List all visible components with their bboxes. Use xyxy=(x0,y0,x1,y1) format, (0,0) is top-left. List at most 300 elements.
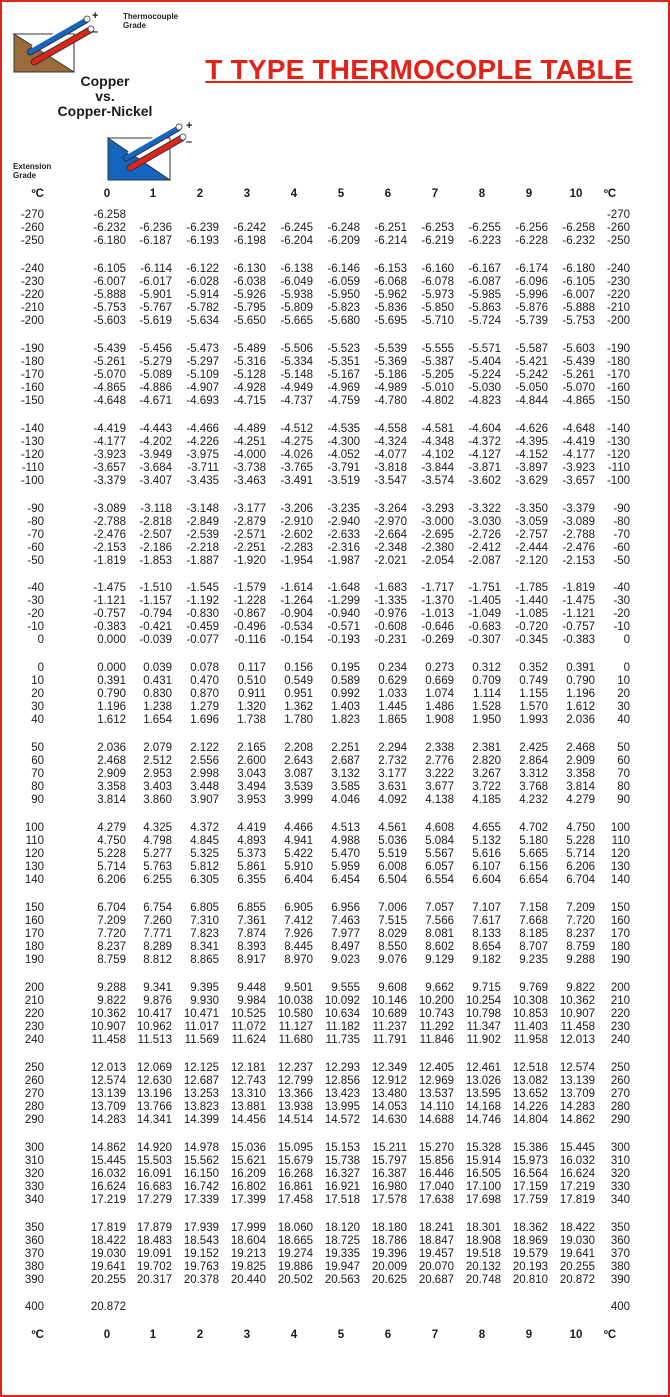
row-temperature: 30 xyxy=(31,701,44,714)
emf-value: 11.458 xyxy=(91,1033,126,1046)
emf-value: 9.769 xyxy=(519,981,548,994)
emf-value: 0.431 xyxy=(143,675,172,688)
emf-value: -5.809 xyxy=(280,301,313,314)
emf-value: -3.657 xyxy=(93,461,126,474)
alloy-copper: Copper xyxy=(80,73,130,89)
emf-value: 9.930 xyxy=(190,994,219,1007)
row-temperature: 230 xyxy=(610,1020,630,1033)
row-temperature: -130 xyxy=(606,435,630,448)
table-row xyxy=(2,701,668,714)
emf-value: -1.819 xyxy=(562,582,595,595)
emf-value: -1.579 xyxy=(233,582,266,595)
emf-value: 1.074 xyxy=(425,688,454,701)
emf-value: -4.780 xyxy=(374,394,407,407)
emf-value: 16.032 xyxy=(559,1154,595,1167)
emf-value: -3.491 xyxy=(280,474,313,487)
emf-value: 10.853 xyxy=(512,1007,548,1020)
emf-value: 1.950 xyxy=(472,714,501,727)
emf-value: -4.604 xyxy=(468,422,501,435)
emf-value: 13.139 xyxy=(90,1087,126,1100)
emf-value: -4.000 xyxy=(233,448,266,461)
emf-value: 15.270 xyxy=(418,1141,454,1154)
emf-value: -0.683 xyxy=(468,621,501,634)
page-title: T TYPE THERMOCOPLE TABLE xyxy=(205,54,633,85)
emf-value: 11.958 xyxy=(513,1033,548,1046)
emf-value: -3.435 xyxy=(186,474,219,487)
emf-value: 13.823 xyxy=(183,1100,219,1113)
emf-value: 8.341 xyxy=(190,941,219,954)
emf-value: 20.440 xyxy=(230,1273,266,1286)
emf-value: 2.864 xyxy=(519,755,548,768)
emf-value: -3.206 xyxy=(280,502,313,515)
emf-value: 6.956 xyxy=(331,902,360,915)
emf-value: 13.595 xyxy=(465,1087,501,1100)
emf-value: -1.085 xyxy=(515,608,548,621)
emf-value: -5.739 xyxy=(515,314,548,327)
row-temperature: 360 xyxy=(610,1234,630,1247)
emf-value: 0.000 xyxy=(97,634,126,647)
emf-value: -2.476 xyxy=(562,541,595,554)
row-temperature: 110 xyxy=(611,835,630,848)
emf-value: 3.953 xyxy=(237,794,266,807)
emf-value: 2.600 xyxy=(237,755,266,768)
emf-value: 10.200 xyxy=(418,994,454,1007)
table-row xyxy=(2,982,668,995)
emf-value: 12.069 xyxy=(136,1061,172,1074)
emf-value: -5.985 xyxy=(468,288,501,301)
extension-plus-sign: + xyxy=(186,120,193,132)
emf-value: 14.746 xyxy=(465,1113,501,1126)
emf-value: 8.029 xyxy=(378,928,407,941)
emf-value: 19.396 xyxy=(371,1247,407,1260)
emf-value: -0.345 xyxy=(515,634,548,647)
thermocouple-wire-icon xyxy=(12,12,122,74)
emf-value: -0.077 xyxy=(186,634,219,647)
emf-value: 18.604 xyxy=(230,1234,266,1247)
row-temperature: 90 xyxy=(31,794,44,807)
table-row xyxy=(2,822,668,835)
row-temperature: -70 xyxy=(613,528,630,541)
emf-value: -0.534 xyxy=(280,621,313,634)
row-temperature: 400 xyxy=(610,1301,630,1314)
table-row xyxy=(2,835,668,848)
emf-value: -4.512 xyxy=(280,422,313,435)
emf-value: -5.316 xyxy=(233,355,266,368)
emf-value: -5.473 xyxy=(186,342,219,355)
emf-value: 16.446 xyxy=(418,1167,454,1180)
emf-value: 19.825 xyxy=(230,1260,266,1273)
emf-value: 4.941 xyxy=(284,835,313,848)
emf-value: 20.378 xyxy=(183,1273,219,1286)
emf-value: 20.255 xyxy=(559,1260,595,1273)
emf-value: 13.423 xyxy=(324,1087,360,1100)
emf-value: -0.383 xyxy=(93,621,126,634)
row-temperature: 80 xyxy=(617,781,630,794)
row-temperature: -100 xyxy=(606,474,630,487)
emf-value: -5.603 xyxy=(93,314,126,327)
emf-value: 16.268 xyxy=(277,1167,313,1180)
emf-value: -4.648 xyxy=(562,422,595,435)
emf-value: -2.788 xyxy=(93,515,126,528)
emf-value: -3.602 xyxy=(468,474,501,487)
emf-value: -5.634 xyxy=(186,314,219,327)
emf-value: 8.237 xyxy=(97,941,126,954)
header-area xyxy=(2,2,670,192)
emf-value: 1.033 xyxy=(378,688,407,701)
emf-value: -6.214 xyxy=(374,235,407,247)
emf-value: 18.725 xyxy=(324,1234,360,1247)
emf-value: 8.654 xyxy=(472,941,501,954)
emf-value: -5.089 xyxy=(139,368,172,381)
row-temperature: -10 xyxy=(27,621,44,634)
table-group xyxy=(2,902,668,967)
emf-value: 14.226 xyxy=(512,1100,548,1113)
emf-value: -2.788 xyxy=(562,528,595,541)
emf-value: 17.399 xyxy=(230,1193,266,1206)
emf-value: 5.665 xyxy=(519,848,548,861)
emf-value: 4.608 xyxy=(425,822,454,835)
emf-value: 4.419 xyxy=(237,822,266,835)
emf-value: 1.445 xyxy=(378,701,407,714)
row-temperature: 380 xyxy=(610,1260,630,1273)
emf-value: 10.634 xyxy=(324,1007,360,1020)
table-row xyxy=(2,755,668,768)
table-row xyxy=(2,848,668,861)
row-temperature: -90 xyxy=(27,502,44,515)
emf-value: 1.403 xyxy=(331,701,360,714)
emf-value: -3.350 xyxy=(515,502,548,515)
emf-value: 1.654 xyxy=(143,714,172,727)
table-row xyxy=(2,1114,668,1127)
thermocouple-plus-sign: + xyxy=(92,10,99,22)
emf-value: 10.362 xyxy=(90,1007,126,1020)
emf-value: -3.629 xyxy=(515,474,548,487)
emf-value: 13.480 xyxy=(371,1087,407,1100)
row-temperature: 90 xyxy=(617,794,630,807)
column-header: 0 xyxy=(103,1329,111,1342)
emf-value: -1.192 xyxy=(186,595,219,608)
emf-value: 20.502 xyxy=(277,1273,313,1286)
emf-value: -0.646 xyxy=(421,621,454,634)
emf-value: 7.617 xyxy=(472,915,501,928)
emf-value: 17.159 xyxy=(512,1180,548,1193)
emf-value: 19.274 xyxy=(277,1247,313,1260)
emf-value: 8.237 xyxy=(566,928,595,941)
emf-value: 6.255 xyxy=(143,874,172,887)
row-temperature: -40 xyxy=(613,582,630,595)
emf-value: 18.786 xyxy=(371,1234,407,1247)
emf-value: 5.228 xyxy=(566,835,595,848)
row-temperature: 240 xyxy=(610,1033,630,1046)
row-temperature: -140 xyxy=(606,422,630,435)
column-header: 4 xyxy=(290,188,298,200)
emf-value: -0.496 xyxy=(233,621,266,634)
emf-value: -6.146 xyxy=(327,262,360,275)
emf-value: -2.695 xyxy=(421,528,454,541)
emf-value: -5.680 xyxy=(327,314,360,327)
emf-value: 19.947 xyxy=(324,1260,360,1273)
emf-value: 8.812 xyxy=(143,954,172,967)
emf-value: -6.160 xyxy=(421,262,454,275)
row-temperature: 170 xyxy=(610,928,630,941)
emf-value: -4.419 xyxy=(93,422,126,435)
table-row xyxy=(2,582,668,595)
emf-value: 7.771 xyxy=(143,928,172,941)
emf-value: -3.379 xyxy=(93,474,126,487)
emf-value: -6.114 xyxy=(140,262,172,275)
emf-value: 10.092 xyxy=(324,994,360,1007)
emf-value: 3.860 xyxy=(143,794,172,807)
emf-value: -6.232 xyxy=(93,222,126,234)
emf-value: -2.348 xyxy=(374,541,407,554)
emf-value: -1.785 xyxy=(515,582,548,595)
table-row xyxy=(2,395,668,408)
emf-value: 3.043 xyxy=(237,768,266,781)
emf-value: 12.687 xyxy=(183,1074,219,1087)
emf-value: 13.881 xyxy=(230,1100,266,1113)
emf-value: -4.177 xyxy=(93,435,126,448)
emf-value: 14.804 xyxy=(512,1113,548,1126)
emf-value: 7.874 xyxy=(237,928,266,941)
emf-value: 16.505 xyxy=(465,1167,501,1180)
table-row xyxy=(2,1222,668,1235)
table-row xyxy=(2,1168,668,1181)
emf-value: -0.720 xyxy=(515,621,548,634)
emf-value: 17.279 xyxy=(136,1193,172,1206)
column-header: 9 xyxy=(525,188,533,200)
table-group xyxy=(2,982,668,1047)
table-row xyxy=(2,595,668,608)
emf-value: 0.273 xyxy=(425,662,454,675)
emf-value: -3.379 xyxy=(562,502,595,515)
emf-value: 20.563 xyxy=(324,1273,360,1286)
emf-value: 7.209 xyxy=(566,902,595,915)
row-temperature: 150 xyxy=(610,902,630,915)
emf-value: 7.260 xyxy=(143,915,172,928)
emf-value: 5.812 xyxy=(190,861,219,874)
emf-value: -5.010 xyxy=(421,381,454,394)
emf-value: 18.969 xyxy=(512,1234,548,1247)
emf-value: 2.251 xyxy=(331,742,360,755)
emf-value: 9.822 xyxy=(566,981,595,994)
emf-value: 11.182 xyxy=(325,1020,360,1033)
row-temperature: 280 xyxy=(24,1100,44,1113)
row-temperature: -250 xyxy=(20,235,44,247)
emf-value: 0.589 xyxy=(331,675,360,688)
emf-value: 13.310 xyxy=(230,1087,266,1100)
emf-value: 3.403 xyxy=(143,781,172,794)
emf-value: 11.513 xyxy=(137,1033,172,1046)
row-temperature: 20 xyxy=(31,688,44,701)
alloy-vs: vs. xyxy=(95,88,115,104)
column-header: 3 xyxy=(243,188,251,200)
row-temperature: 0 xyxy=(623,662,630,675)
table-row xyxy=(2,1194,668,1207)
emf-value: -4.489 xyxy=(233,422,266,435)
thermocouple-grade-label: Thermocouple Grade xyxy=(123,12,179,30)
row-temperature: -150 xyxy=(606,394,630,407)
row-temperature: 320 xyxy=(24,1167,44,1180)
emf-value: 1.528 xyxy=(472,701,501,714)
row-temperature: 30 xyxy=(617,701,630,714)
row-temperature: -50 xyxy=(613,554,630,567)
emf-value: -5.404 xyxy=(468,355,501,368)
emf-value: 7.361 xyxy=(237,915,266,928)
emf-value: 20.810 xyxy=(512,1273,548,1286)
row-temperature: -200 xyxy=(20,314,44,327)
emf-value: -6.068 xyxy=(374,275,407,288)
emf-value: 11.569 xyxy=(184,1033,219,1046)
emf-value: -5.387 xyxy=(421,355,454,368)
table-row xyxy=(2,263,668,276)
emf-value: 5.325 xyxy=(190,848,219,861)
emf-value: 7.412 xyxy=(284,915,313,928)
emf-value: 1.486 xyxy=(425,701,454,714)
row-temperature: -180 xyxy=(20,355,44,368)
emf-value: -1.475 xyxy=(562,595,595,608)
table-group xyxy=(2,503,668,568)
emf-value: 4.138 xyxy=(425,794,454,807)
emf-value: -3.089 xyxy=(562,515,595,528)
emf-value: 16.327 xyxy=(324,1167,360,1180)
emf-value: 6.008 xyxy=(378,861,407,874)
emf-value: 16.209 xyxy=(230,1167,266,1180)
emf-value: 10.038 xyxy=(277,994,313,1007)
row-temperature: -160 xyxy=(606,381,630,394)
emf-value: -3.975 xyxy=(186,448,219,461)
emf-value: 9.129 xyxy=(425,954,454,967)
emf-value: 9.023 xyxy=(331,954,360,967)
emf-value: -0.867 xyxy=(233,608,266,621)
emf-value: 7.310 xyxy=(190,915,219,928)
emf-value: -6.130 xyxy=(233,262,266,275)
row-temperature: -90 xyxy=(613,502,630,515)
table-group xyxy=(2,423,668,488)
emf-value: -4.395 xyxy=(515,435,548,448)
emf-value: -5.767 xyxy=(139,301,172,314)
emf-value: -5.876 xyxy=(515,301,548,314)
emf-value: 11.127 xyxy=(278,1020,313,1033)
emf-value: 0.391 xyxy=(97,675,126,688)
emf-value: 19.579 xyxy=(512,1247,548,1260)
emf-value: 12.743 xyxy=(230,1074,266,1087)
emf-value: -6.038 xyxy=(233,275,266,288)
emf-value: 12.405 xyxy=(418,1061,454,1074)
emf-value: -6.187 xyxy=(139,235,172,247)
row-temperature: 140 xyxy=(24,874,44,887)
emf-value: -0.459 xyxy=(186,621,219,634)
emf-value: 16.032 xyxy=(90,1167,126,1180)
emf-value: 2.998 xyxy=(190,768,219,781)
table-row xyxy=(2,356,668,369)
unit-label: ºC xyxy=(31,1329,44,1342)
emf-value: 20.748 xyxy=(465,1273,501,1286)
emf-value: -4.348 xyxy=(421,435,454,448)
emf-value: 3.358 xyxy=(566,768,595,781)
emf-value: -1.648 xyxy=(327,582,360,595)
emf-value: 2.381 xyxy=(472,742,501,755)
emf-value: -3.148 xyxy=(186,502,219,515)
emf-value: 0.830 xyxy=(143,688,172,701)
column-header: 7 xyxy=(431,1329,439,1342)
emf-value: 4.279 xyxy=(97,822,126,835)
table-row xyxy=(2,1034,668,1047)
emf-value: 10.743 xyxy=(418,1007,454,1020)
emf-value: -3.059 xyxy=(515,515,548,528)
emf-value: 16.624 xyxy=(90,1180,126,1193)
emf-value: -0.154 xyxy=(280,634,313,647)
row-temperature: 40 xyxy=(31,714,44,727)
emf-value: 2.122 xyxy=(190,742,219,755)
emf-value: -4.886 xyxy=(139,381,172,394)
emf-value: -5.261 xyxy=(562,368,595,381)
emf-value: -2.444 xyxy=(515,541,548,554)
emf-value: 11.403 xyxy=(513,1020,548,1033)
row-temperature: 0 xyxy=(37,634,44,647)
table-row xyxy=(2,222,668,235)
emf-value: 15.797 xyxy=(371,1154,407,1167)
emf-value: 13.253 xyxy=(183,1087,219,1100)
emf-value: 2.732 xyxy=(378,755,407,768)
emf-value: -1.475 xyxy=(93,582,126,595)
emf-value: -4.077 xyxy=(374,448,407,461)
emf-value: 2.425 xyxy=(519,742,548,755)
emf-value: 9.182 xyxy=(472,954,501,967)
emf-value: 8.393 xyxy=(237,941,266,954)
emf-value: 0.352 xyxy=(519,662,548,675)
emf-value: 13.082 xyxy=(512,1074,548,1087)
emf-value: 9.288 xyxy=(97,981,126,994)
row-temperature: 320 xyxy=(610,1167,630,1180)
row-temperature: 310 xyxy=(24,1154,44,1167)
emf-value: 18.422 xyxy=(90,1234,126,1247)
emf-value: 20.687 xyxy=(418,1273,454,1286)
emf-value: -3.235 xyxy=(327,502,360,515)
table-row xyxy=(2,861,668,874)
emf-value: 18.422 xyxy=(559,1221,595,1234)
emf-value: 18.120 xyxy=(324,1221,360,1234)
emf-value: 19.518 xyxy=(465,1247,501,1260)
emf-value: 8.707 xyxy=(519,941,548,954)
table-row xyxy=(2,436,668,449)
row-temperature: 120 xyxy=(24,848,44,861)
emf-value: 10.308 xyxy=(512,994,548,1007)
emf-value: 3.177 xyxy=(378,768,407,781)
emf-value: 0.629 xyxy=(378,675,407,688)
emf-value: 12.237 xyxy=(277,1061,313,1074)
emf-value: -2.507 xyxy=(139,528,172,541)
emf-value: 10.962 xyxy=(136,1020,172,1033)
emf-value: 4.702 xyxy=(519,822,548,835)
table-row xyxy=(2,302,668,315)
column-header: 7 xyxy=(431,188,439,200)
emf-value: 2.468 xyxy=(97,755,126,768)
column-header: 6 xyxy=(384,188,392,200)
emf-value: 12.013 xyxy=(90,1061,126,1074)
emf-value: -0.421 xyxy=(139,621,172,634)
emf-value: 15.914 xyxy=(465,1154,501,1167)
emf-value: 17.939 xyxy=(183,1221,219,1234)
emf-value: 2.036 xyxy=(566,714,595,727)
table-row xyxy=(2,714,668,727)
table-row xyxy=(2,1101,668,1114)
table-row xyxy=(2,874,668,887)
emf-value: -6.059 xyxy=(327,275,360,288)
emf-value: 3.132 xyxy=(331,768,360,781)
row-temperature: -30 xyxy=(613,595,630,608)
emf-value: 12.856 xyxy=(324,1074,360,1087)
emf-value: -1.853 xyxy=(139,554,172,567)
